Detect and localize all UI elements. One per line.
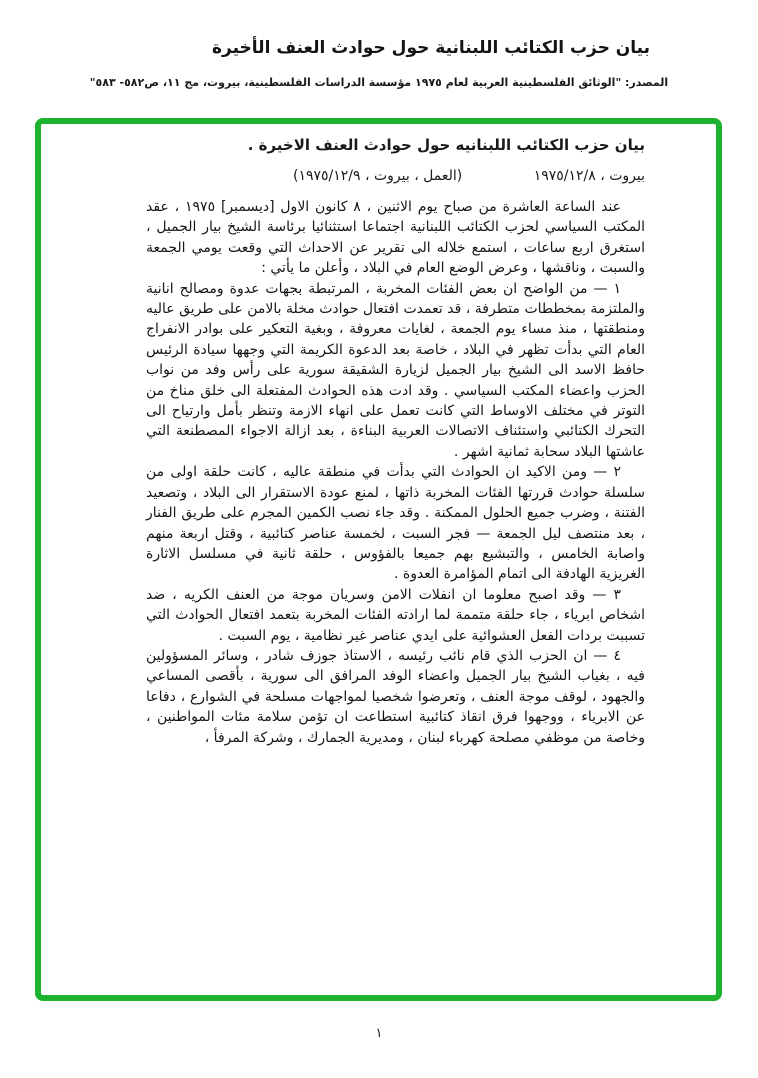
scan-dateline bbox=[293, 168, 645, 184]
paragraph-item-1: ١ — من الواضح ان بعض الفئات المخربة ، المرتبطة بجهات عدوة ومصالح انانية والملتزمة بمخططات متطرفة ، قد تعمدت افتعال حوادث مخلة بالامن على طريق عاليه ومنطقتها ، منذ مساء يوم الجمعة ، لغايات معروفة ، وبغية التعكير على بوادر الانفراج العام التي بدأت تظهر في البلاد ، خاصة بعد الدعوة الكريمة التي وجهها سيادة الرئيس حافظ الاسد الى الشيخ بيار الجميل لزيارة الشقيقة سورية على رأس وفد من نواب الحزب واعضاء المكتب السياسي . وقد ادت هذه الحوادث المفتعلة الى خلق مناخ من التوتر في مختلف الاوساط التي كانت تعمل على انهاء الازمة وتنظر بأمل وارتياح الى التحرك الكتائبي واستئناف الاتصالات العربية البناءة ، بعد ازالة الاجواء المصطنعة التي عاشتها البلاد سحابة ثمانية اشهر . bbox=[146, 280, 645, 460]
dateline-newspaper-ref: (العمل ، بيروت ، ١٩٧٥/١٢/٩) bbox=[293, 168, 463, 184]
paragraph-item-3: ٣ — وقد اصبح معلوما ان انفلات الامن وسريان موجة من العنف الكريه ، ضد اشخاص ابرياء ، جاء حلقة متممة لما ارادته الفئات المخربة بتعمد افتعال الحوادث التي تسببت بردات الفعل العشوائية على ايدي عناصر غير نظامية ، يوم السبت . bbox=[146, 586, 645, 644]
page-number: ١ bbox=[375, 1026, 383, 1041]
scan-body bbox=[146, 197, 645, 748]
page-title: بيان حزب الكتائب اللبنانية حول حوادث العنف الأخيرة bbox=[212, 38, 650, 58]
source-citation: المصدر: "الوثائق الفلسطينية العربية لعام ١٩٧٥ مؤسسة الدراسات الفلسطينية، بيروت، مج ١١، ص٥٨٢- ٥٨٣" bbox=[89, 76, 669, 89]
scan-title: بيان حزب الكتائب اللبنانيه حول حوادث العنف الاخيرة . bbox=[247, 136, 645, 154]
paragraph-item-2: ٢ — ومن الاكيد ان الحوادث التي بدأت في منطقة عاليه ، كانت حلقة اولى من سلسلة حوادث قررتها الفئات المخربة ذاتها ، لمنع عودة الاستقرار الى البلاد ، وتصعيد الفتنة ، وضرب جميع الحلول الممكنة . وقد جاء نصب الكمين المجرم على طريق الفنار ، بعد منتصف ليل الجمعة — فجر السبت ، لخمسة عناصر كتائبية ، وقتل اربعة منهم واصابة الخامس ، والتبشيع بهم جميعا بالفؤوس ، حلقة ثانية في مسلسل الاثارة الغريزية الهادفة الى اتمام المؤامرة العدوة . bbox=[146, 464, 645, 583]
paragraph-intro: عند الساعة العاشرة من صباح يوم الاثنين ، ٨ كانون الاول [ديسمبر] ١٩٧٥ ، عقد المكتب السياسي لحزب الكتائب اللبنانية اجتماعا استثنائيا برئاسة الشيخ بيار الجميل ، استغرق اربع ساعات ، استمع خلاله الى تقرير عن الاحداث التي وقعت يومي الجمعة والسبت ، وناقشها ، وعرض الوضع العام في البلاد ، وأعلن ما يأتي : bbox=[146, 199, 645, 277]
dateline-place-date: بيروت ، ١٩٧٥/١٢/٨ bbox=[533, 168, 645, 184]
paragraph-item-4: ٤ — ان الحزب الذي قام نائب رئيسه ، الاستاذ جوزف شادر ، وسائر المسؤولين فيه ، بغياب الشيخ بيار الجميل واعضاء الوفد المرافق الى سورية ، بأقصى المساعي والجهود ، لوقف موجة العنف ، وتعرضوا شخصيا لمواجهات مسلحة في الشوارع ، دفاعا عن الابرياء ، ووجهوا فرق انقاذ كتائبية استطاعت ان تؤمن سلامة مئات المواطنين ، وخاصة من موظفي مصلحة كهرباء لبنان ، ومديرية الجمارك ، وشركة المرفأ ، bbox=[146, 647, 645, 746]
